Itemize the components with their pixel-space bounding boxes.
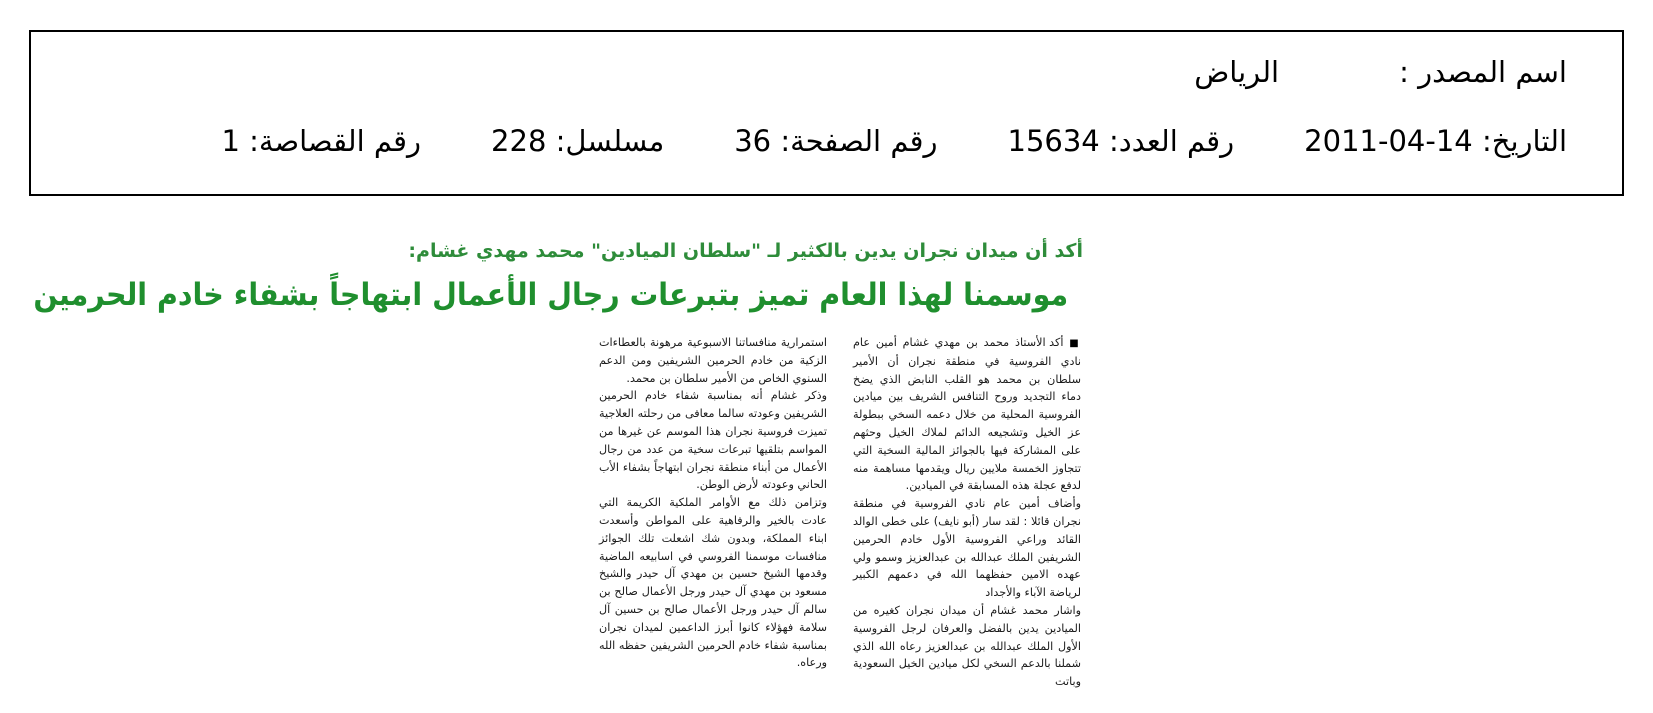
- source-value: الرياض: [1194, 55, 1280, 89]
- serial-field: مسلسل: 228: [491, 124, 665, 158]
- page-number-field: رقم الصفحة: 36: [734, 124, 938, 158]
- source-label: اسم المصدر :: [1399, 55, 1567, 89]
- paragraph: وذكر غشام أنه بمناسبة شفاء خادم الحرمين الشريفين وعودته سالما معافى من رحلته العلاجية تميزت فروسية نجران هذا الموسم عن غيرها من المواسم بتلقيها تبرعات سخية من عدد من رجال الأعمال من أبناء منطقة نجران ابتهاجاً بشفاء الأب الحاني وعودته لأرض الوطن.: [599, 389, 827, 492]
- article-column-left: [599, 334, 827, 672]
- paragraph: وتزامن ذلك مع الأوامر الملكية الكريمة التي عادت بالخير والرفاهية على المواطن وأسعدت ابناء المملكة، وبدون شك اشعلت تلك الجوائز منافسات موسمنا الفروسي في اسابيعه الماضية وقدمها الشيخ حسين بن مهدي آل حيدر والشيخ مسعود بن مهدي آل حيدر ورجل الأعمال صالح بن سالم آل حيدر ورجل الأعمال صالح بن حسين آل سلامة فهؤلاء كانوا أبرز الداعمين لميدان نجران بمناسبة شفاء خادم الحرمين الشريفين حفظه الله ورعاه.: [599, 496, 827, 670]
- bullet-icon: ■: [1069, 338, 1081, 349]
- article-column-right: [853, 334, 1081, 691]
- source-row: [1194, 55, 1567, 89]
- article-kicker: أكد أن ميدان نجران يدين بالكثير لـ "سلطان الميادين" محمد مهدي غشام:: [408, 240, 1083, 262]
- details-row: [221, 124, 1567, 158]
- metadata-header: [29, 30, 1624, 196]
- date-field: التاريخ: 14-04-2011: [1304, 124, 1567, 158]
- paragraph: ■ أكد الأستاذ محمد بن مهدي غشام أمين عام نادي الفروسية في منطقة نجران أن الأمير سلطان بن محمد هو القلب النابض الذي يضخ دماء التجديد وروح التنافس الشريف بين ميادين الفروسية المحلية من خلال دعمه السخي ببطولة عز الخيل وتشجيعه الدائم لملاك الخيل وحثهم على المشاركة فيها بالجوائز المالية السخية التي تتجاوز الخمسة ملايين ريال ويقدمها مساهمة منه لدفع عجلة هذه المسابقة في الميادين.: [853, 336, 1081, 493]
- paragraph: واشار محمد غشام أن ميدان نجران كغيره من الميادين يدين بالفضل والعرفان لرجل الفروسية الأول الملك عبدالله بن عبدالعزيز رعاه الله الذي شملنا بالدعم السخي لكل ميادين الخيل السعودية وباتت: [853, 603, 1081, 689]
- newspaper-clipping: [33, 232, 1089, 689]
- issue-number-field: رقم العدد: 15634: [1007, 124, 1235, 158]
- article-headline: موسمنا لهذا العام تميز بتبرعات رجال الأعمال ابتهاجاً بشفاء خادم الحرمين: [33, 277, 1069, 313]
- paragraph: استمرارية منافساتنا الاسبوعية مرهونة بالعطاءات الزكية من خادم الحرمين الشريفين ومن الدعم السنوي الخاص من الأمير سلطان بن محمد.: [599, 336, 827, 385]
- clip-number-field: رقم القصاصة: 1: [221, 124, 422, 158]
- paragraph: وأضاف أمين عام نادي الفروسية في منطقة نجران قائلا : لقد سار (أبو نايف) على خطى الوالد القائد وراعي الفروسية الأول خادم الحرمين الشريفين الملك عبدالله بن عبدالعزيز وسمو ولي عهده الامين حفظهما الله في دعمهم الكبير لرياضة الآباء والأجداد: [853, 497, 1081, 600]
